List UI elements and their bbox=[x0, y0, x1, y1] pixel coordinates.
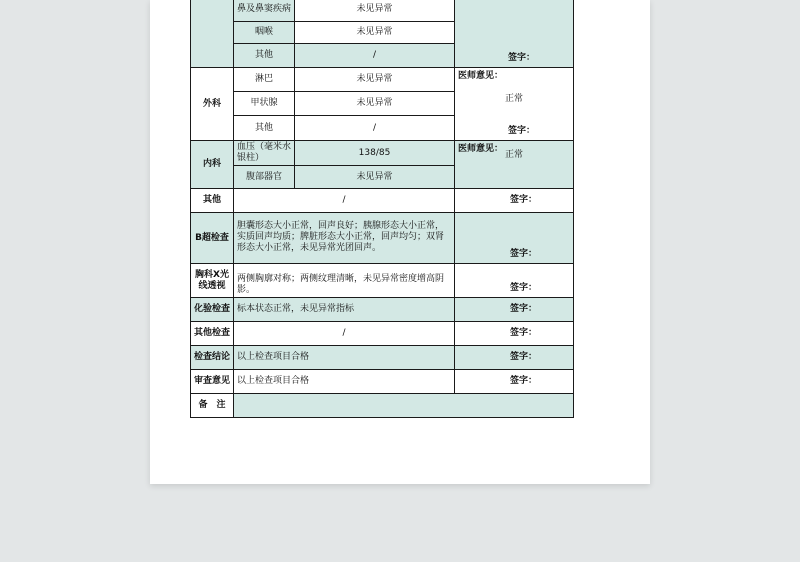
conclusion-text: 以上检查项目合格 bbox=[234, 346, 455, 370]
internal-value-abdomen: 未见异常 bbox=[295, 166, 455, 189]
surgery-opinion-value: 正常 bbox=[504, 94, 523, 104]
lab-text: 标本状态正常，未见异常指标 bbox=[234, 298, 455, 322]
ultrasound-category: B超检查 bbox=[191, 213, 234, 264]
surgery-sign-label: 签字： bbox=[507, 126, 535, 136]
remarks-category: 备 注 bbox=[191, 394, 234, 418]
ent-doctor-opinion bbox=[455, 0, 574, 68]
other-value: / bbox=[234, 189, 455, 213]
ent-item-nasal: 鼻及鼻窦疾病 bbox=[234, 0, 295, 22]
other-exam-sign-label: 签字： bbox=[455, 322, 574, 346]
ent-item-throat: 咽喉 bbox=[234, 22, 295, 44]
document-page bbox=[150, 0, 650, 484]
other-category: 其他 bbox=[191, 189, 234, 213]
surgery-item-thyroid: 甲状腺 bbox=[234, 92, 295, 116]
conclusion-sign-label: 签字： bbox=[455, 346, 574, 370]
ent-item-other: 其他 bbox=[234, 44, 295, 68]
ent-value-throat: 未见异常 bbox=[295, 22, 455, 44]
internal-category: 内科 bbox=[191, 141, 234, 189]
internal-value-bp: 138/85 bbox=[295, 141, 455, 166]
internal-opinion-label: 医师意见： bbox=[458, 144, 504, 154]
xray-sign-label: 签字： bbox=[455, 264, 574, 298]
surgery-item-other: 其他 bbox=[234, 116, 295, 141]
internal-opinion-value: 正常 bbox=[504, 150, 523, 160]
ultrasound-text: 胆囊形态大小正常，回声良好；胰腺形态大小正常，实质回声均质；脾脏形态大小正常，回声均匀；双肾形态大小正常，未见异常光团回声。 bbox=[234, 213, 455, 264]
ent-sign-label: 签字： bbox=[507, 53, 535, 63]
other-exam-value: / bbox=[234, 322, 455, 346]
surgery-value-other: / bbox=[295, 116, 455, 141]
lab-category: 化验检查 bbox=[191, 298, 234, 322]
remarks-text bbox=[234, 394, 574, 418]
xray-category: 胸科X光线透视 bbox=[191, 264, 234, 298]
surgery-doctor-opinion bbox=[455, 68, 574, 141]
surgery-item-lymph: 淋巴 bbox=[234, 68, 295, 92]
conclusion-category: 检查结论 bbox=[191, 346, 234, 370]
surgery-category: 外科 bbox=[191, 68, 234, 141]
other-sign-label: 签字： bbox=[455, 189, 574, 213]
ent-category-cell bbox=[191, 0, 234, 68]
surgery-value-thyroid: 未见异常 bbox=[295, 92, 455, 116]
ent-value-other: / bbox=[295, 44, 455, 68]
surgery-value-lymph: 未见异常 bbox=[295, 68, 455, 92]
medical-exam-form bbox=[190, 0, 574, 418]
review-category: 审查意见 bbox=[191, 370, 234, 394]
surgery-opinion-label: 医师意见： bbox=[458, 71, 504, 81]
internal-doctor-opinion bbox=[455, 141, 574, 189]
internal-item-abdomen: 腹部器官 bbox=[234, 166, 295, 189]
other-exam-category: 其他检查 bbox=[191, 322, 234, 346]
lab-sign-label: 签字： bbox=[455, 298, 574, 322]
review-sign-label: 签字： bbox=[455, 370, 574, 394]
ultrasound-sign-label: 签字： bbox=[455, 213, 574, 264]
xray-text: 两侧胸廓对称；两侧纹理清晰，未见异常密度增高阴影。 bbox=[234, 264, 455, 298]
internal-item-bp: 血压（毫米水银柱） bbox=[234, 141, 295, 166]
ent-value-nasal: 未见异常 bbox=[295, 0, 455, 22]
review-text: 以上检查项目合格 bbox=[234, 370, 455, 394]
